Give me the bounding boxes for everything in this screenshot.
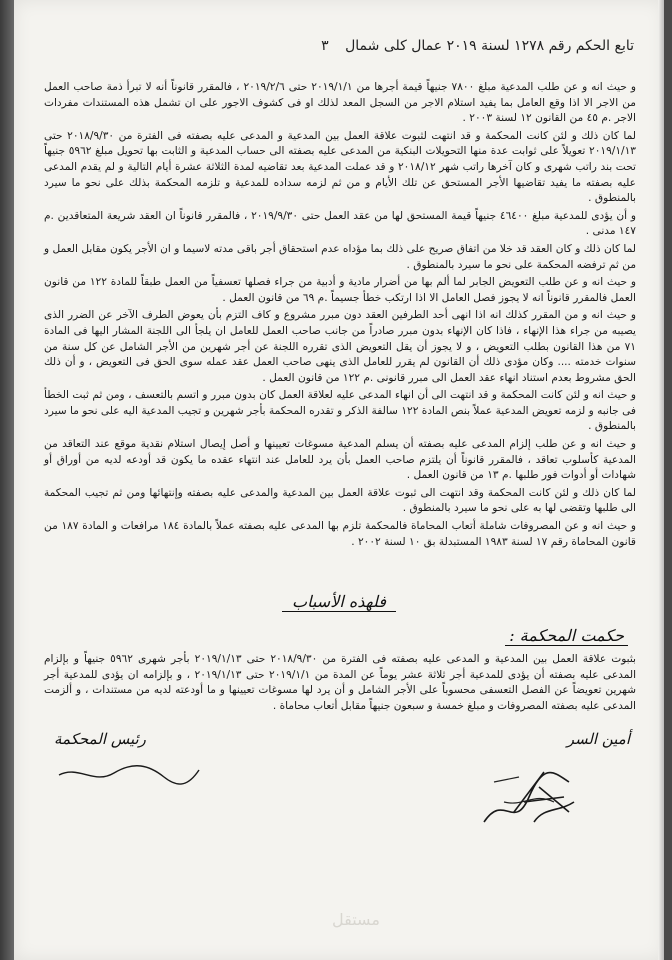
paragraph: و أن يؤدى للمدعية مبلغ ٤٦٤٠٠ جنيهاً قيمة المستحق لها من عقد العمل حتى ٢٠١٩/٩/٣٠ ، فالمقرر قانوناً ان العقد شريعة المتعاقدين .م ١٤٧ مدنى . [44,209,636,238]
reasons-heading [14,592,664,612]
ruling-heading-text: حكمت المحكمة : [505,626,628,646]
paragraph: لما كان ذلك و لئن كانت المحكمة وقد انتهت الى ثبوت علاقة العمل بين المدعية والمدعى عليه بصفته وإنتهائها ومن ثم تجيب المحكمة الى طلبها وتقضى لها به على نحو ما سيرد بالمنطوق . [44,486,636,515]
secretary-signature-scribble [474,752,594,842]
verdict-text-block [44,652,636,714]
page-edge-shadow [0,0,14,960]
reasons-heading-text: فلهذه الأسباب [282,592,396,612]
verdict-paragraph: بثبوت علاقة العمل بين المدعية و المدعى عليه بصفته فى الفترة من ٢٠١٨/٩/٣٠ حتى ٢٠١٩/١/١٣ بأجر شهرى ٥٩٦٢ جنيهاً و بإلزام المدعى عليه بصفته أن يؤدى للمدعية أجر ثلاثة عشر يوماً عن المدة من ٢٠١٩/١/١ حتى ٢٠١٩/١/١٣ ، و بإلزامه ان يؤدى للمدعية أجر شهرين تعويضاً عن الفصل التعسفى محسوباً على الأجر الشامل و أن يرد لها مسوغات تعيينها و ما أودعته لديه من مستندات ، و ألزمت المدعى عليه بصفته المصروفات و مبلغ خمسة و سبعون جنيهاً مقابل أتعاب محاماة . [44,653,637,712]
paragraph: و حيث انه و عن طلب إلزام المدعى عليه بصفته أن يسلم المدعية مسوغات تعيينها و أصل إيصال استلام نقدية موقع عند التعاقد من المدعية كأسلوب تعاقد ، فالمقرر قانوناً أن يلتزم صاحب العمل بأن يرد للعامل عند انتهاء عقده ما يكون قد أودعه لديه من أوراق أو شهادات أو أدوات فور طلبها .م ١٣ من قانون العمل . [44,438,636,482]
ruling-heading [505,626,628,646]
judgment-body [44,80,636,552]
paragraph: لما كان ذلك و لئن كانت المحكمة و قد انتهت لثبوت علاقة العمل بين المدعية و المدعى عليه بصفته فى الفترة من ٢٠١٨/٩/٣٠ حتى ٢٠١٩/١/١٣ تعويلاً على ثوابت عدة منها التحويلات البنكية من المدعى عليه بصفته الى حساب المدعية و الثابت بها تحويل مبلغ ٥٩٦٢ جنيهاً تحت بند راتب شهرى و كان آخرها راتب شهر ٢٠١٨/١٢ و قد عملت المدعية بعد تقاضيه لمدة الثلاثة عشرة أيام التالية و لم يقدم المدعى عليه بصفته ما يفيد تقاضيها الأجر المستحق عن تلك الأيام و من ثم لزمه سداده للمدعية و تلزمه المحكمة بذلك على نحو ما سيرد بالمنطوق . [44,129,637,205]
watermark-logo: مستقل [332,910,380,929]
page-number: ٣ [321,38,329,54]
paragraph: لما كان ذلك و كان العقد قد خلا من اتفاق صريح على ذلك بما مؤداه عدم استحقاق أجر باقى مدته لاسيما و ان الأجر يكون مقابل العمل و من ثم ترفضه المحكمة على نحو ما سيرد بالمنطوق . [44,242,636,271]
paragraph: و حيث انه و لئن كانت المحكمة و قد انتهت الى أن انهاء المدعى عليه لعلاقة العمل كان بدون مبرر و اتسم بالتعسف ، ومن ثم ثبت الخطأ فى جانبه و لزمه تعويض المدعية عملاً بنص المادة ١٢٢ سالفة الذكر و تقدره المحكمة بأجر شهرين و تجيب المدعية اليه على نحو ما سيرد بالمنطوق . [44,389,637,433]
president-signature-scribble [54,755,204,795]
paragraph: و حيث انه و من المقرر كذلك انه اذا انهى أحد الطرفين العقد دون مبرر مشروع و كاف التزم بأن يعوض الطرف الآخر عن الضرر الذى يصيبه من جراء هذا الإنهاء ، فاذا كان الإنهاء بدون مبرر صادراً من جانب صاحب العمل للعامل ان يلجأ الى اللجنة المشار اليها فى المادة ٧١ من هذا القانون بطلب التعويض ، و لا يجوز أن يقل التعويض الذى تقرره اللجنة عن أجر شهرين من الأجر الشامل عن كل سنة من سنوات خدمته .... وكان مؤدى ذلك أن القانون لم يقرر للعامل الذى ينهى صاحب العمل عقد عمله سوى الحق فى التعويض ، و أن ذلك الحق مشروط بعدم استناد انهاء عقد العمل الى مبرر قانونى .م ١٢٢ من قانون العمل . [44,309,636,384]
paragraph: و حيث انه و عن المصروفات شاملة أتعاب المحاماة فالمحكمة تلزم بها المدعى عليه بصفته عملاً بالمادة ١٨٤ مرافعات و المادة ١٨٧ من قانون المحاماة رقم ١٧ لسنة ١٩٨٣ المستبدلة بق ١٠ لسنة ٢٠٠٢ . [44,520,636,548]
secretary-signature-label: أمين السر [566,730,630,748]
page-right-edge [658,0,664,960]
header-title: تابع الحكم رقم ١٢٧٨ لسنة ٢٠١٩ عمال كلى شمال [345,38,634,54]
president-signature-label: رئيس المحكمة [54,730,146,748]
paragraph: و حيث انه و عن طلب المدعية مبلغ ٧٨٠٠ جنيهاً قيمة أجرها من ٢٠١٩/١/١ حتى ٢٠١٩/٢/٦ ، فالمقرر قانوناً أنه لا تبرأ ذمة صاحب العمل من الاجر الا اذا وقع العامل بما يفيد استلام الاجر من السجل المعد لذلك او فى كشوف الاجور على ان تشمل هذه المستندات مفردات الاجر .م ٤٥ من القانون ١٢ لسنة ٢٠٠٣ . [44,81,636,125]
document-page [14,0,664,960]
page-header [321,38,634,54]
paragraph: و حيث انه و عن طلب التعويض الجابر لما ألم بها من أضرار مادية و أدبية من جراء فصلها تعسفياً من العمل طبقاً للمادة ١٢٢ من قانون العمل فالمقرر قانوناً انه لا يجوز فصل العامل الا اذا ارتكب خطأ جسيماً .م ٦٩ من قانون العمل . [44,276,637,304]
